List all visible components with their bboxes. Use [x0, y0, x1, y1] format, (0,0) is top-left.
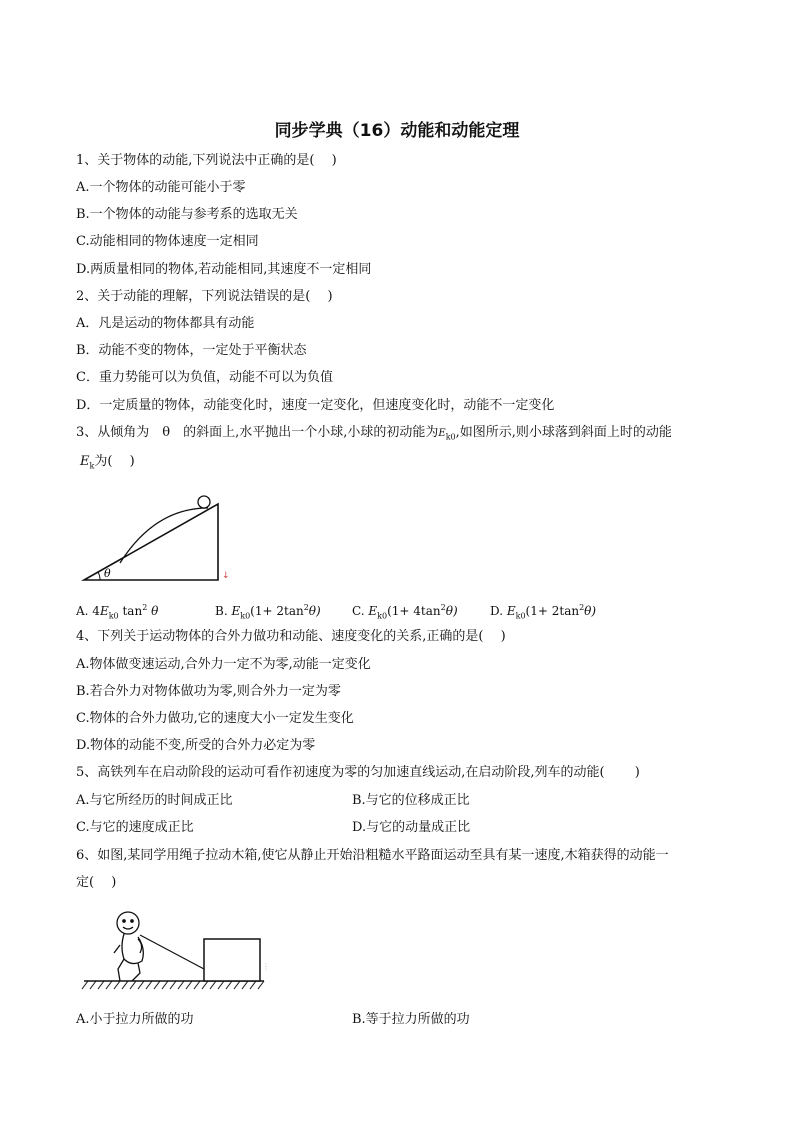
q6-option-a: A.小于拉力所做的功 [76, 1012, 194, 1027]
q1-option-c: C.动能相同的物体速度一定相同 [76, 234, 259, 249]
q3-ek-symbol: E [80, 454, 90, 469]
q3-ek0-symbol: E [438, 428, 446, 439]
q2-option-b: B．动能不变的物体，一定处于平衡状态 [76, 343, 307, 358]
ground-hatching [82, 981, 264, 989]
q6-stem-line2: 定( ) [76, 875, 117, 890]
margin-mark-icon: ⋮ [262, 962, 270, 971]
angle-label: θ [104, 567, 111, 580]
q2-option-d: D．一定质量的物体，动能变化时，速度一定变化，但速度变化时，动能不一定变化 [76, 398, 555, 413]
q3-incline-figure [80, 488, 240, 588]
q3-ek-subscript: k [89, 461, 95, 471]
q5-option-d: D.与它的动量成正比 [352, 820, 471, 835]
q3-stem-line2-tail: 为( ) [94, 454, 135, 469]
q5-option-a: A.与它所经历的时间成正比 [76, 793, 233, 808]
q2-option-a: A．凡是运动的物体都具有动能 [76, 316, 255, 331]
ball-icon [198, 496, 210, 508]
angle-arc [98, 572, 100, 580]
q6-pulling-figure [80, 905, 280, 997]
q4-option-d: D.物体的动能不变,所受的合外力必定为零 [76, 738, 316, 753]
q3-stem-part1: 3、从倾角为 θ 的斜面上,水平抛出一个小球,小球的初动能为 [76, 425, 439, 440]
q5-stem: 5、高铁列车在启动阶段的运动可看作初速度为零的匀加速直线运动,在启动阶段,列车的动能( ) [76, 765, 640, 780]
q5-option-c: C.与它的速度成正比 [76, 820, 194, 835]
q4-option-b: B.若合外力对物体做功为零,则合外力一定为零 [76, 684, 341, 699]
q3-option-b: B. $E_{k0}(1+ 2\tan^2\theta)$ [215, 603, 321, 621]
q1-option-d: D.两质量相同的物体,若动能相同,其速度不一定相同 [76, 262, 372, 277]
q3-stem [76, 425, 672, 446]
person-icon [114, 912, 143, 981]
q3-option-a: A. $4E_{k0}$ $\tan^2 \theta$ [76, 603, 159, 621]
margin-mark-icon: ↓ [222, 571, 230, 581]
rope-line [140, 935, 204, 969]
q4-option-a: A.物体做变速运动,合外力一定不为零,动能一定变化 [76, 657, 371, 672]
q3-stem-line2 [80, 454, 135, 475]
q3-option-c: C. $E_{k0}(1+ 4\tan^2\theta)$ [352, 603, 458, 621]
q3-stem-part2: ,如图所示,则小球落到斜面上时的动能 [455, 425, 672, 440]
q3-option-d: D. $E_{k0}(1+ 2\tan^2\theta)$ [490, 603, 597, 621]
wooden-box-icon [204, 939, 260, 981]
q6-option-b: B.等于拉力所做的功 [352, 1012, 470, 1027]
q4-option-c: C.物体的合外力做功,它的速度大小一定发生变化 [76, 711, 354, 726]
q5-option-b: B.与它的位移成正比 [352, 793, 470, 808]
q2-stem: 2、关于动能的理解，下列说法错误的是( ) [76, 289, 333, 304]
q2-option-c: C．重力势能可以为负值，动能不可以为负值 [76, 370, 333, 385]
q6-stem-line1: 6、如图,某同学用绳子拉动木箱,使它从静止开始沿粗糙水平路面运动至具有某一速度,木箱获得的动能一 [76, 848, 669, 863]
q1-option-b: B.一个物体的动能与参考系的选取无关 [76, 207, 298, 222]
q4-stem: 4、下列关于运动物体的合外力做功和动能、速度变化的关系,正确的是( ) [76, 629, 506, 644]
q1-stem: 1、关于物体的动能,下列说法中正确的是( ) [76, 153, 337, 168]
q3-ek0-subscript: k0 [445, 432, 456, 442]
q1-option-a: A.一个物体的动能可能小于零 [76, 180, 246, 195]
page-title: 同步学典（16）动能和动能定理 [274, 121, 520, 141]
